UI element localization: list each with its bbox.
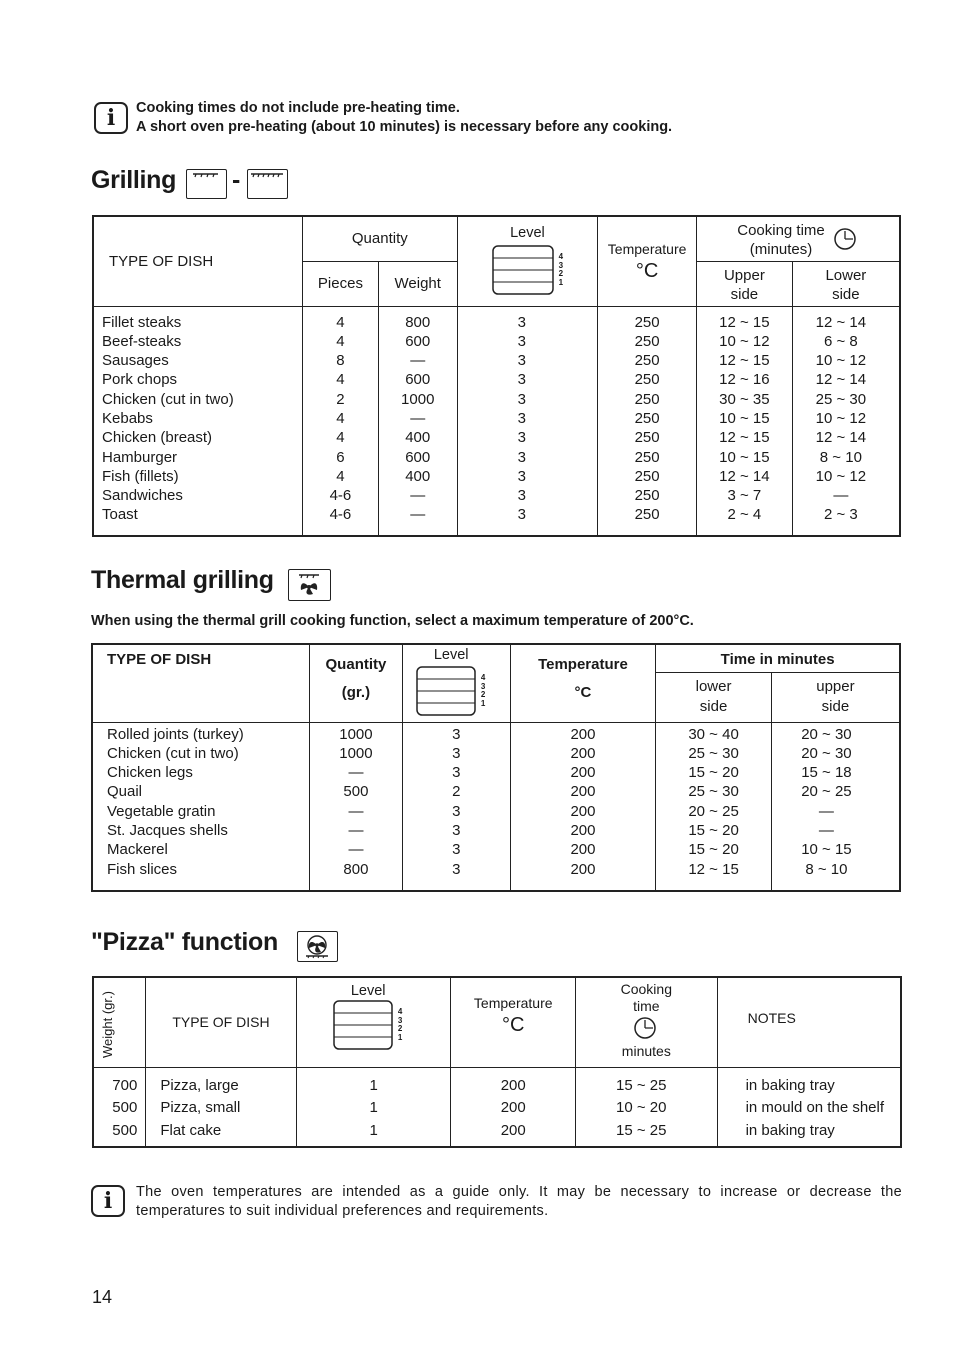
grill-temp-label: Temperature [607,241,687,257]
grill-col-upper: 12 ~ 15 10 ~ 12 12 ~ 15 12 ~ 16 30 ~ 35 10 ~ 15 12 ~ 15 10 ~ 15 12 ~ 14 3 ~ 7 2 ~ 4 [697,306,793,536]
grill-cooking-time-label: Cooking time [737,222,825,239]
info-icon: i [94,102,128,134]
grilling-dash: - [232,166,241,194]
pizza-head-temperature [451,977,576,1067]
thermal-grill-icon [288,569,331,601]
grill-head-level [457,216,598,306]
top-note [136,99,672,137]
pizza-temp-label: Temperature [473,995,553,1011]
thermal-title: Thermal grilling [91,566,274,594]
thermal-level-label: Level [433,647,469,663]
grill-head-temperature [598,216,697,306]
thermal-col-level: 3 3 3 2 3 3 3 3 [402,722,510,891]
pizza-col-time: 15 ~ 25 10 ~ 20 15 ~ 25 [576,1067,718,1147]
grill-icon [186,169,227,199]
thermal-head-level [402,644,510,722]
thermal-col-upper: 20 ~ 30 20 ~ 30 15 ~ 18 20 ~ 25 — — 10 ~ 15 8 ~ 10 [771,722,900,891]
pizza-title: "Pizza" function [91,928,278,956]
pizza-head-time [576,977,718,1067]
pizza-col-dish: Pizza, large Pizza, small Flat cake [146,1067,297,1147]
grill-col-weight: 800 600 — 600 1000 — 400 600 400 — — [378,306,457,536]
thermal-head-type: TYPE OF DISH [92,644,310,722]
grill-head-upper: Upper side [697,261,793,306]
thermal-col-dish: Rolled joints (turkey) Chicken (cut in two) Chicken legs Quail Vegetable gratin St. Jacques shells Mackerel Fish slices [92,722,310,891]
grilling-table [92,215,901,537]
pizza-cooking-label: Cooking [620,981,672,997]
level-rack-icon [333,1000,395,1050]
grill-col-dish: Fillet steaks Beef-steaks Sausages Pork chops Chicken (cut in two) Kebabs Chicken (breast) Hamburger Fish (fillets) Sandwiches Toast [93,306,303,536]
grill-minutes-label: (minutes) [749,241,813,258]
level-numbers: 4 3 2 1 [397,1007,403,1042]
pizza-table [92,976,902,1148]
thermal-head-upper: upper side [771,672,900,722]
clock-icon [633,1016,659,1040]
thermal-warning: When using the thermal grill cooking function, select a maximum temperature of 200°C. [91,613,694,629]
pizza-icon [297,931,338,962]
page-number: 14 [92,1287,113,1307]
level-rack-icon [416,666,478,716]
thermal-head-quantity: Quantity (gr.) [310,644,403,722]
pizza-time-label: time [633,998,660,1014]
level-numbers: 4 3 2 1 [480,673,486,708]
level-numbers: 4 3 2 1 [558,252,564,287]
clock-icon [833,227,859,253]
bottom-note: The oven temperatures are intended as a guide only. It may be necessary to increase or decrease the temperatures to suit individual preferences and requirements. [136,1184,902,1219]
grilling-title: Grilling [91,166,177,194]
grill-head-weight: Weight [378,261,457,306]
thermal-col-qty: 1000 1000 — 500 — — — 800 [310,722,403,891]
pizza-weight-label: Weight (gr.) [100,991,115,1058]
thermal-col-lower: 30 ~ 40 25 ~ 30 15 ~ 20 25 ~ 30 20 ~ 25 15 ~ 20 15 ~ 20 12 ~ 15 [656,722,772,891]
pizza-col-weight: 700 500 500 [93,1067,146,1147]
level-rack-icon [492,245,556,295]
pizza-head-type: TYPE OF DISH [146,977,297,1067]
grill-col-lower: 12 ~ 14 6 ~ 8 10 ~ 12 12 ~ 14 25 ~ 30 10 ~ 12 12 ~ 14 8 ~ 10 10 ~ 12 — 2 ~ 3 [792,306,900,536]
grill-head-pieces: Pieces [303,261,379,306]
pizza-head-level [296,977,451,1067]
thermal-table [91,643,901,892]
pizza-head-notes: NOTES [717,977,901,1067]
top-note-line2: A short oven pre-heating (about 10 minutes) is necessary before any cooking. [136,119,673,135]
grill-col-level: 3 3 3 3 3 3 3 3 3 3 3 [457,306,598,536]
thermal-col-temp: 200 200 200 200 200 200 200 200 [510,722,656,891]
double-grill-icon [247,169,288,199]
thermal-head-time: Time in minutes [656,644,900,672]
pizza-col-temp: 200 200 200 [451,1067,576,1147]
pizza-minutes-label: minutes [621,1043,671,1059]
grill-level-label: Level [510,225,545,241]
pizza-head-weight [93,977,146,1067]
pizza-temp-unit: °C [502,1014,525,1036]
info-icon: i [91,1185,125,1217]
grill-col-temp: 250 250 250 250 250 250 250 250 250 250 250 [598,306,697,536]
grill-col-pieces: 4 4 8 4 2 4 4 6 4 4-6 4-6 [303,306,379,536]
grill-temp-unit: °C [635,260,659,282]
thermal-head-temperature: Temperature °C [510,644,656,722]
grill-head-lower: Lower side [792,261,900,306]
thermal-head-lower: lower side [656,672,772,722]
grill-head-quantity: Quantity [303,216,458,261]
pizza-col-level: 1 1 1 [296,1067,451,1147]
pizza-level-label: Level [350,983,386,999]
top-note-line1: Cooking times do not include pre-heating time. [136,100,460,116]
grill-head-type: TYPE OF DISH [93,216,303,306]
grill-head-cooking-time [697,216,900,261]
pizza-col-notes: in baking tray in mould on the shelf in baking tray [717,1067,901,1147]
